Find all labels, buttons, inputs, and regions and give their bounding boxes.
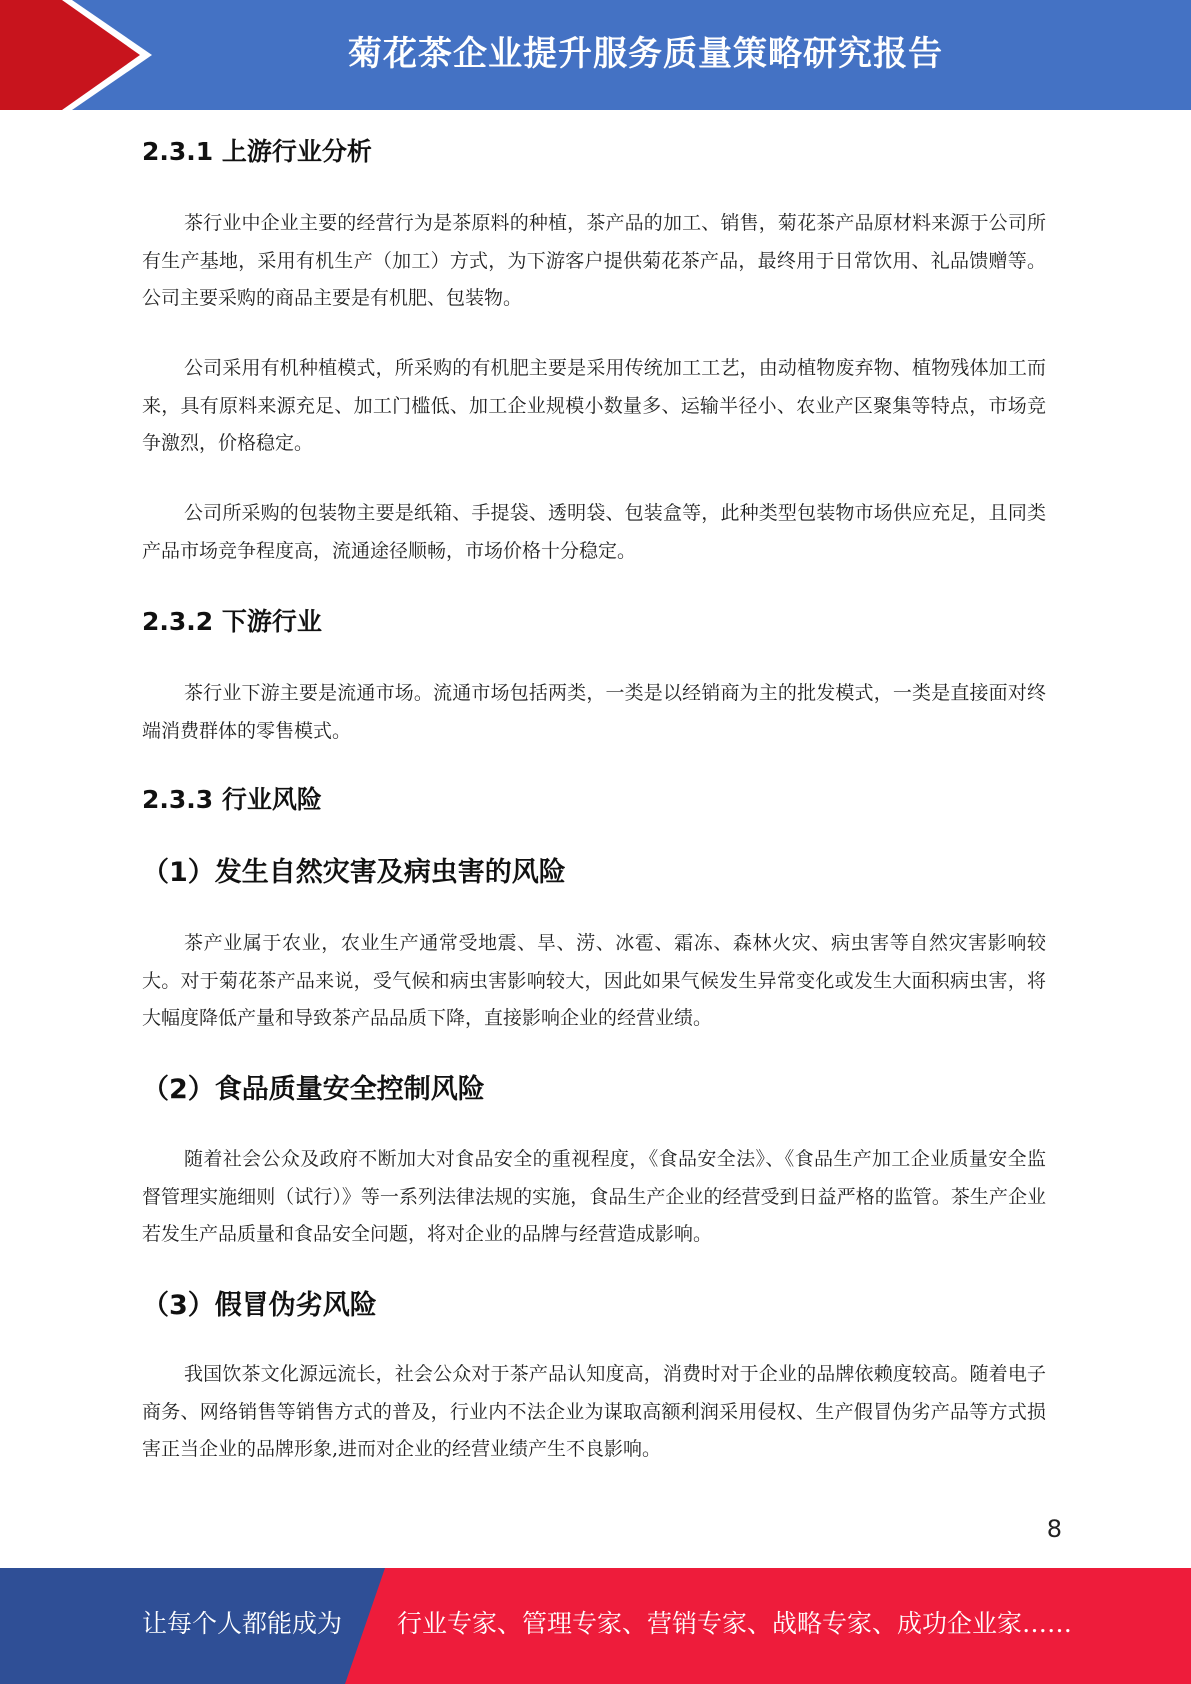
paragraph: 公司采用有机种植模式，所采购的有机肥主要是采用传统加工工艺，由动植物废弃物、植物残体加工而来，具有原料来源充足、加工门槛低、加工企业规模小数量多、运输半径小、农业产区聚集等特点，市场竞争激烈，价格稳定。 [142, 357, 1046, 454]
page-footer [0, 1568, 1191, 1684]
page-number: 8 [1046, 1515, 1062, 1543]
header-arrow-decoration [0, 0, 160, 110]
page-header [0, 0, 1191, 110]
footer-slogan: 让每个人都能成为 [142, 1609, 343, 1638]
paragraph: 公司所采购的包装物主要是纸箱、手提袋、透明袋、包装盒等，此种类型包装物市场供应充足，且同类产品市场竞争程度高，流通途径顺畅，市场价格十分稳定。 [142, 502, 1046, 562]
risk-heading-1: （1）发生自然灾害及病虫害的风险 [142, 857, 566, 888]
paragraph: 茶产业属于农业，农业生产通常受地震、旱、涝、冰雹、霜冻、森林火灾、病虫害等自然灾害影响较大。对于菊花茶产品来说，受气候和病虫害影响较大，因此如果气候发生异常变化或发生大面积病虫害，将大幅度降低产量和导致茶产品品质下降，直接影响企业的经营业绩。 [142, 932, 1046, 1029]
risk-heading-2: （2）食品质量安全控制风险 [142, 1074, 485, 1105]
paragraph: 我国饮茶文化源远流长，社会公众对于茶产品认知度高，消费时对于企业的品牌依赖度较高。随着电子商务、网络销售等销售方式的普及，行业内不法企业为谋取高额利润采用侵权、生产假冒伪劣产品等方式损害正当企业的品牌形象,进而对企业的经营业绩产生不良影响。 [142, 1363, 1046, 1460]
footer-roles: 行业专家、管理专家、营销专家、战略专家、成功企业家…… [397, 1609, 1073, 1638]
paragraph: 茶行业下游主要是流通市场。流通市场包括两类，一类是以经销商为主的批发模式，一类是直接面对终端消费群体的零售模式。 [142, 682, 1046, 742]
section-heading-2-3-1: 2.3.1 上游行业分析 [142, 137, 372, 166]
document-title: 菊花茶企业提升服务质量策略研究报告 [348, 34, 943, 74]
risk-heading-3: （3）假冒伪劣风险 [142, 1290, 377, 1321]
section-heading-2-3-2: 2.3.2 下游行业 [142, 607, 322, 636]
paragraph: 随着社会公众及政府不断加大对食品安全的重视程度，《食品安全法》、《食品生产加工企业质量安全监督管理实施细则（试行）》等一系列法律法规的实施，食品生产企业的经营受到日益严格的监管。茶生产企业若发生产品质量和食品安全问题，将对企业的品牌与经营造成影响。 [142, 1148, 1046, 1245]
section-heading-2-3-3: 2.3.3 行业风险 [142, 785, 322, 814]
paragraph: 茶行业中企业主要的经营行为是茶原料的种植，茶产品的加工、销售，菊花茶产品原材料来源于公司所有生产基地，采用有机生产（加工）方式，为下游客户提供菊花茶产品，最终用于日常饮用、礼品馈赠等。公司主要采购的商品主要是有机肥、包装物。 [142, 212, 1046, 309]
